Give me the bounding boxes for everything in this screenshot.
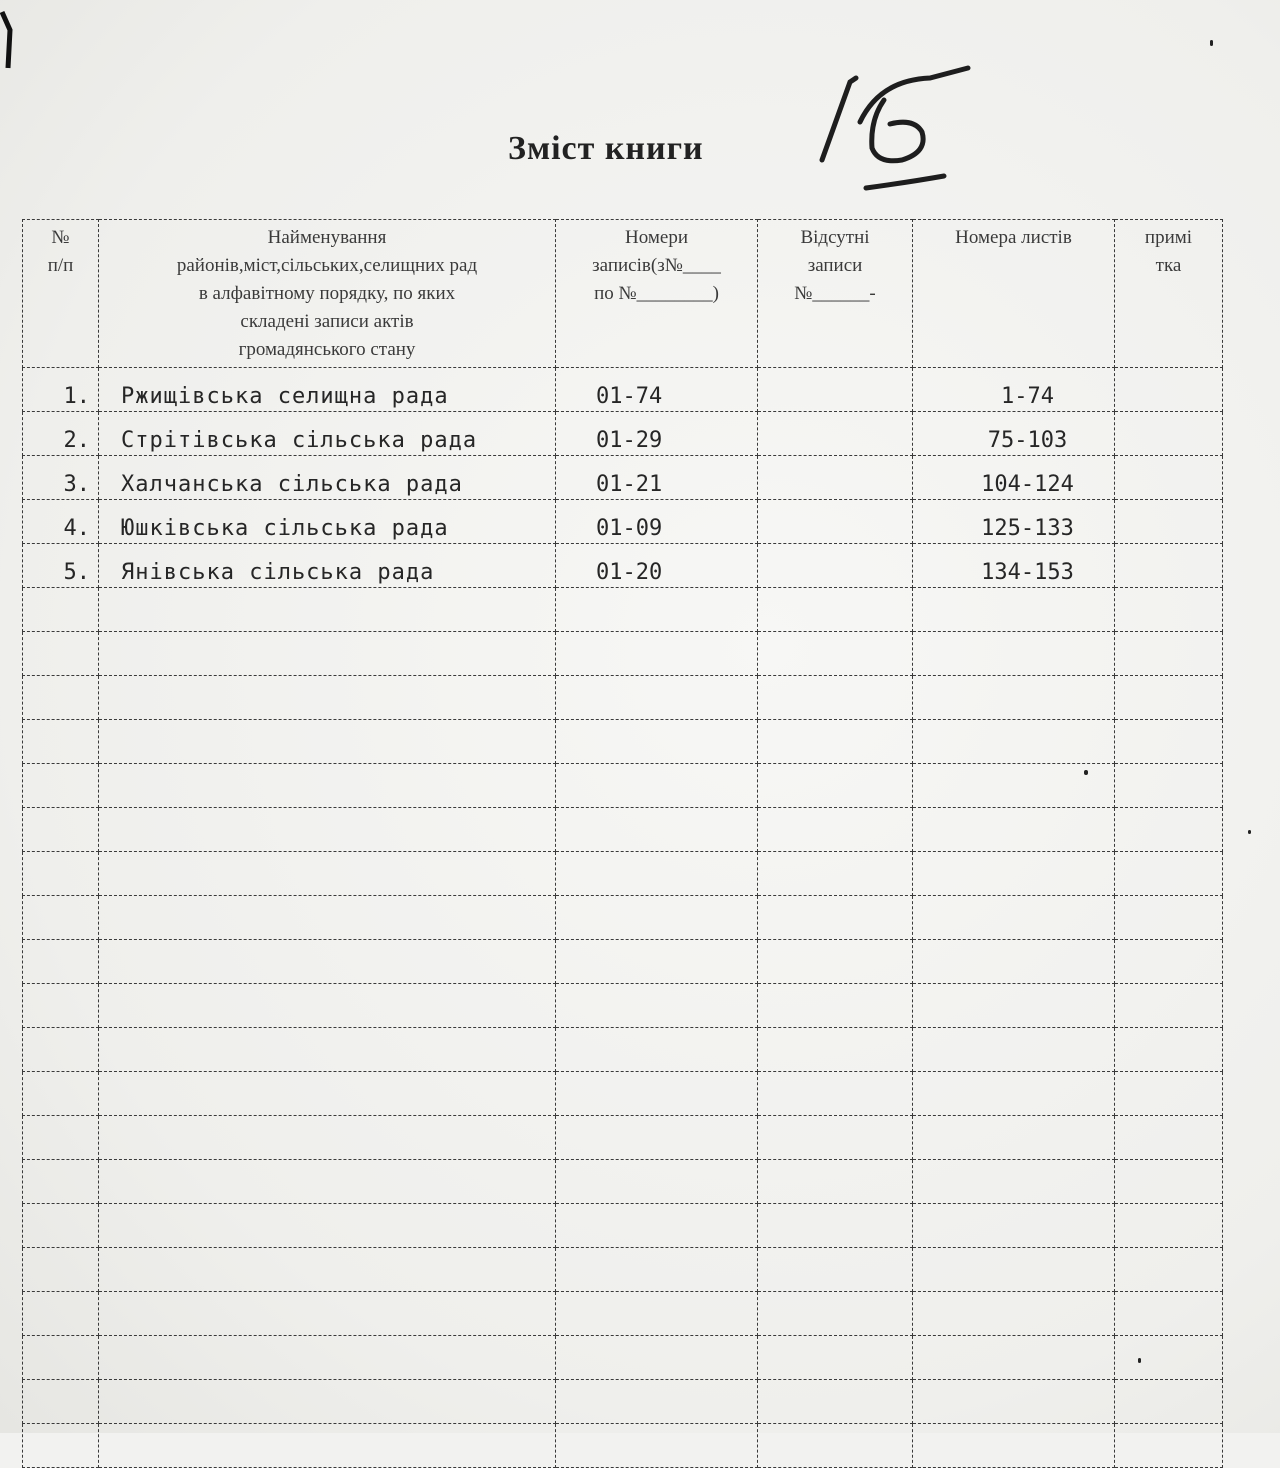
cell-missing	[758, 456, 913, 500]
empty-table-row	[23, 1424, 1223, 1468]
empty-cell	[99, 984, 556, 1028]
cell-name: Стрітівська сільська рада	[99, 412, 556, 456]
empty-cell	[1115, 1380, 1223, 1424]
empty-cell	[23, 1028, 99, 1072]
ink-speck	[1138, 1358, 1141, 1363]
cell-sheets: 125-133	[913, 500, 1115, 544]
header-no	[23, 220, 99, 368]
header-notes	[1115, 220, 1223, 368]
empty-cell	[556, 984, 758, 1028]
empty-cell	[1115, 1424, 1223, 1468]
handwritten-page-number	[810, 60, 980, 200]
empty-cell	[1115, 588, 1223, 632]
empty-cell	[1115, 1160, 1223, 1204]
header-no-text: № п/п	[47, 227, 74, 276]
empty-cell	[913, 808, 1115, 852]
cell-missing	[758, 368, 913, 412]
empty-cell	[556, 808, 758, 852]
empty-table-row	[23, 808, 1223, 852]
header-notes-text: примі тка	[1144, 227, 1193, 276]
empty-cell	[99, 632, 556, 676]
binder-hole-mark	[0, 10, 14, 70]
contents-table	[22, 219, 1223, 1468]
empty-cell	[1115, 940, 1223, 984]
empty-cell	[913, 676, 1115, 720]
empty-cell	[913, 720, 1115, 764]
empty-cell	[99, 1292, 556, 1336]
empty-cell	[556, 720, 758, 764]
ink-speck	[1210, 40, 1213, 46]
empty-cell	[1115, 808, 1223, 852]
empty-cell	[913, 852, 1115, 896]
empty-cell	[758, 1292, 913, 1336]
empty-cell	[1115, 1248, 1223, 1292]
empty-cell	[23, 852, 99, 896]
empty-table-row	[23, 676, 1223, 720]
empty-cell	[556, 1028, 758, 1072]
empty-cell	[99, 1336, 556, 1380]
empty-cell	[913, 1160, 1115, 1204]
empty-cell	[1115, 1028, 1223, 1072]
empty-cell	[23, 720, 99, 764]
empty-cell	[23, 1336, 99, 1380]
table-row	[23, 456, 1223, 500]
empty-cell	[913, 1380, 1115, 1424]
empty-cell	[23, 1292, 99, 1336]
cell-no: 5.	[23, 544, 99, 588]
empty-cell	[99, 1380, 556, 1424]
empty-cell	[913, 1028, 1115, 1072]
empty-cell	[1115, 764, 1223, 808]
empty-cell	[99, 1028, 556, 1072]
empty-cell	[758, 1116, 913, 1160]
empty-cell	[556, 1292, 758, 1336]
header-records-text: Номери записів(з№____ по №________)	[592, 227, 721, 304]
empty-cell	[913, 1204, 1115, 1248]
cell-notes	[1115, 368, 1223, 412]
empty-cell	[556, 1160, 758, 1204]
header-sheets	[913, 220, 1115, 368]
empty-cell	[556, 1204, 758, 1248]
cell-records: 01-29	[556, 412, 758, 456]
empty-cell	[23, 676, 99, 720]
cell-no: 1.	[23, 368, 99, 412]
cell-no: 2.	[23, 412, 99, 456]
cell-no: 3.	[23, 456, 99, 500]
empty-cell	[758, 764, 913, 808]
cell-sheets: 134-153	[913, 544, 1115, 588]
empty-cell	[23, 1072, 99, 1116]
empty-cell	[556, 852, 758, 896]
empty-cell	[23, 1204, 99, 1248]
cell-records: 01-21	[556, 456, 758, 500]
empty-cell	[99, 852, 556, 896]
cell-name: Халчанська сільська рада	[99, 456, 556, 500]
empty-cell	[1115, 1292, 1223, 1336]
cell-records: 01-20	[556, 544, 758, 588]
empty-cell	[23, 896, 99, 940]
cell-name: Янівська сільська рада	[99, 544, 556, 588]
empty-table-row	[23, 940, 1223, 984]
table-row	[23, 412, 1223, 456]
table-row	[23, 368, 1223, 412]
empty-cell	[1115, 720, 1223, 764]
empty-cell	[556, 676, 758, 720]
empty-table-row	[23, 764, 1223, 808]
empty-cell	[913, 632, 1115, 676]
empty-cell	[758, 1380, 913, 1424]
empty-cell	[23, 1380, 99, 1424]
empty-cell	[758, 632, 913, 676]
empty-cell	[913, 1424, 1115, 1468]
header-missing-text: Відсутні записи №______-	[794, 227, 876, 304]
empty-table-row	[23, 1380, 1223, 1424]
empty-cell	[99, 1248, 556, 1292]
cell-name: Ржищівська селищна рада	[99, 368, 556, 412]
empty-cell	[1115, 1336, 1223, 1380]
cell-records: 01-74	[556, 368, 758, 412]
empty-cell	[23, 1248, 99, 1292]
cell-missing	[758, 412, 913, 456]
empty-cell	[913, 1116, 1115, 1160]
cell-missing	[758, 500, 913, 544]
empty-table-row	[23, 1116, 1223, 1160]
empty-table-row	[23, 588, 1223, 632]
empty-table-row	[23, 632, 1223, 676]
empty-cell	[556, 1072, 758, 1116]
empty-cell	[758, 896, 913, 940]
ink-speck	[1084, 770, 1088, 775]
table-row	[23, 544, 1223, 588]
empty-table-row	[23, 1292, 1223, 1336]
empty-cell	[99, 896, 556, 940]
empty-cell	[758, 676, 913, 720]
cell-missing	[758, 544, 913, 588]
empty-cell	[758, 1028, 913, 1072]
cell-name: Юшківська сільська рада	[99, 500, 556, 544]
document-title: Зміст книги	[508, 130, 704, 167]
empty-cell	[99, 720, 556, 764]
empty-cell	[99, 1204, 556, 1248]
empty-cell	[556, 1116, 758, 1160]
header-name-text: Найменування районів,міст,сільських,селищних рад в алфавітному порядку, по яких складені записи актів громадянського стану	[176, 227, 478, 360]
empty-cell	[99, 1160, 556, 1204]
empty-cell	[23, 1160, 99, 1204]
empty-cell	[23, 632, 99, 676]
cell-no: 4.	[23, 500, 99, 544]
cell-notes	[1115, 500, 1223, 544]
cell-records: 01-09	[556, 500, 758, 544]
empty-cell	[99, 764, 556, 808]
empty-table-row	[23, 1204, 1223, 1248]
empty-cell	[758, 1160, 913, 1204]
empty-cell	[23, 1116, 99, 1160]
empty-cell	[1115, 1204, 1223, 1248]
header-name	[99, 220, 556, 368]
empty-cell	[556, 1380, 758, 1424]
empty-table-row	[23, 1160, 1223, 1204]
empty-table-row	[23, 1336, 1223, 1380]
empty-cell	[99, 1072, 556, 1116]
empty-cell	[758, 808, 913, 852]
empty-cell	[913, 588, 1115, 632]
table-header-row	[23, 220, 1223, 368]
empty-cell	[758, 1336, 913, 1380]
empty-cell	[23, 984, 99, 1028]
empty-cell	[758, 1072, 913, 1116]
empty-table-row	[23, 1248, 1223, 1292]
header-missing	[758, 220, 913, 368]
empty-cell	[913, 984, 1115, 1028]
empty-cell	[556, 1424, 758, 1468]
cell-notes	[1115, 456, 1223, 500]
empty-cell	[1115, 852, 1223, 896]
empty-cell	[556, 1248, 758, 1292]
empty-cell	[758, 984, 913, 1028]
header-records	[556, 220, 758, 368]
header-sheets-text: Номера листів	[955, 227, 1072, 248]
empty-cell	[758, 1424, 913, 1468]
empty-cell	[99, 588, 556, 632]
table-row	[23, 500, 1223, 544]
empty-table-row	[23, 1028, 1223, 1072]
empty-table-row	[23, 896, 1223, 940]
empty-cell	[913, 1336, 1115, 1380]
cell-sheets: 104-124	[913, 456, 1115, 500]
empty-cell	[1115, 1072, 1223, 1116]
empty-cell	[23, 808, 99, 852]
empty-cell	[556, 764, 758, 808]
ink-speck	[1248, 830, 1251, 834]
empty-cell	[913, 1248, 1115, 1292]
empty-cell	[556, 632, 758, 676]
empty-cell	[758, 1204, 913, 1248]
empty-cell	[758, 940, 913, 984]
empty-cell	[556, 588, 758, 632]
empty-table-row	[23, 720, 1223, 764]
empty-cell	[913, 940, 1115, 984]
empty-cell	[99, 808, 556, 852]
empty-cell	[23, 588, 99, 632]
empty-table-row	[23, 984, 1223, 1028]
empty-cell	[758, 588, 913, 632]
empty-cell	[23, 764, 99, 808]
empty-cell	[99, 940, 556, 984]
empty-cell	[758, 1248, 913, 1292]
cell-sheets: 75-103	[913, 412, 1115, 456]
empty-cell	[913, 896, 1115, 940]
empty-cell	[758, 720, 913, 764]
empty-cell	[1115, 896, 1223, 940]
empty-cell	[1115, 1116, 1223, 1160]
empty-cell	[23, 1424, 99, 1468]
empty-cell	[1115, 676, 1223, 720]
empty-table-row	[23, 1072, 1223, 1116]
empty-cell	[99, 676, 556, 720]
empty-cell	[1115, 632, 1223, 676]
empty-cell	[99, 1116, 556, 1160]
empty-cell	[99, 1424, 556, 1468]
empty-cell	[556, 896, 758, 940]
empty-cell	[556, 1336, 758, 1380]
cell-sheets: 1-74	[913, 368, 1115, 412]
cell-notes	[1115, 544, 1223, 588]
empty-cell	[556, 940, 758, 984]
empty-table-row	[23, 852, 1223, 896]
empty-cell	[913, 1292, 1115, 1336]
empty-cell	[758, 852, 913, 896]
empty-cell	[1115, 984, 1223, 1028]
empty-cell	[23, 940, 99, 984]
empty-cell	[913, 1072, 1115, 1116]
cell-notes	[1115, 412, 1223, 456]
